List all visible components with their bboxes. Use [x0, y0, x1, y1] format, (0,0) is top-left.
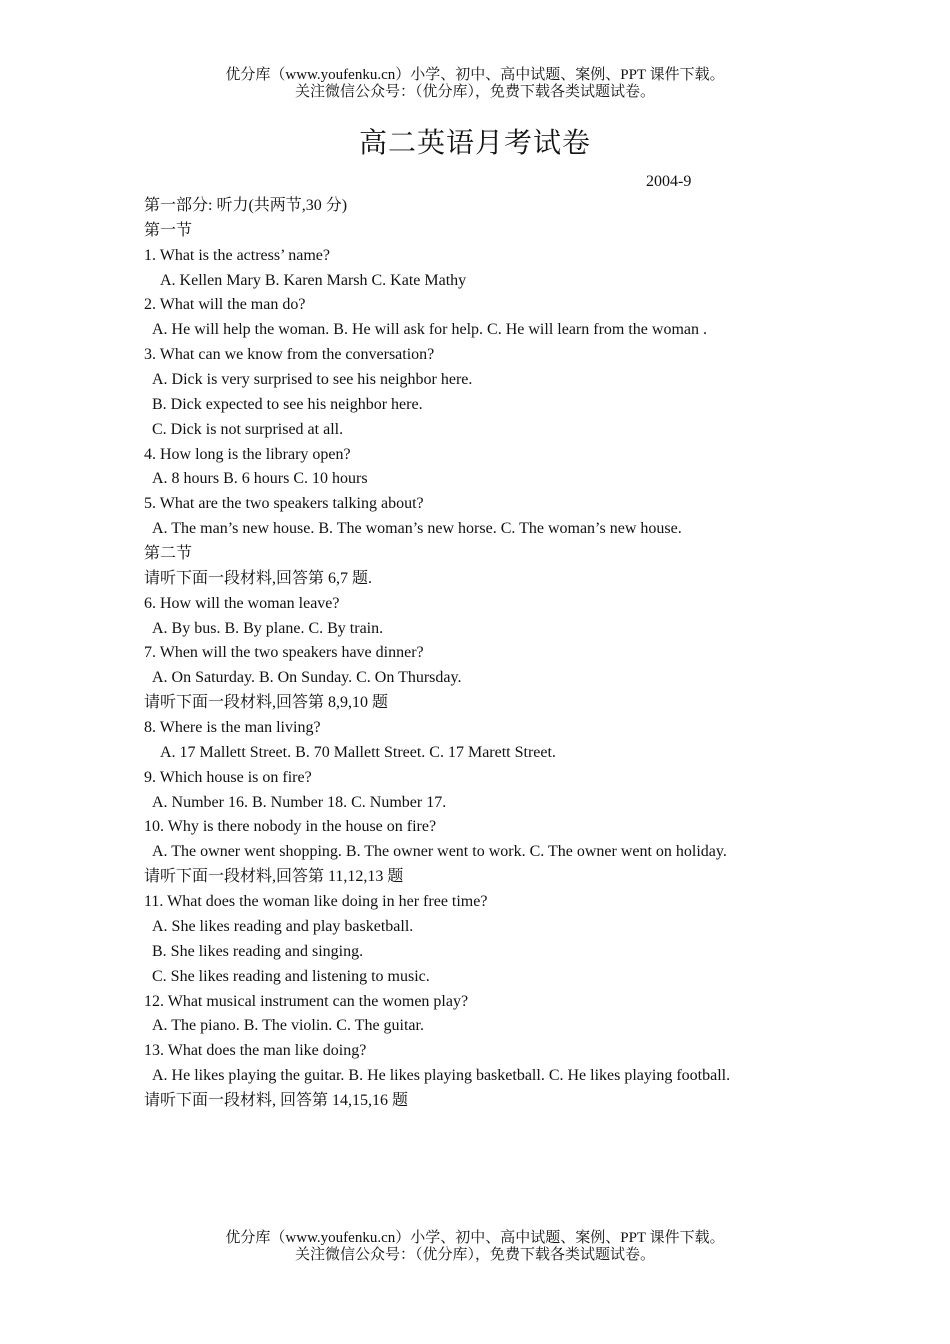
- answer-options: C. She likes reading and listening to music.: [152, 967, 430, 985]
- question-text: 3. What can we know from the conversation?: [144, 346, 435, 364]
- section-heading: 第二节: [144, 545, 193, 563]
- question-text: 8. Where is the man living?: [144, 719, 321, 737]
- answer-options: A. The man’s new house. B. The woman’s new horse. C. The woman’s new house.: [152, 520, 682, 538]
- exam-content: [144, 196, 844, 1116]
- question-text: 12. What musical instrument can the women play?: [144, 992, 469, 1010]
- question-text: 10. Why is there nobody in the house on fire?: [144, 818, 437, 836]
- answer-options: A. He likes playing the guitar. B. He likes playing basketball. C. He likes playing football.: [152, 1067, 731, 1085]
- section-heading: 请听下面一段材料, 回答第 14,15,16 题: [144, 1091, 409, 1109]
- answer-options: B. She likes reading and singing.: [152, 942, 364, 960]
- answer-options: A. The owner went shopping. B. The owner went to work. C. The owner went on holiday.: [152, 843, 727, 861]
- exam-date: 2004-9: [646, 173, 692, 190]
- footer-line-2: 关注微信公众号：（优分库），免费下载各类试题试卷。: [294, 1247, 655, 1263]
- section-heading: 请听下面一段材料,回答第 8,9,10 题: [144, 694, 389, 712]
- question-text: 5. What are the two speakers talking about?: [144, 495, 424, 513]
- header-line-2: 关注微信公众号：（优分库），免费下载各类试题试卷。: [294, 84, 655, 100]
- answer-options: A. By bus. B. By plane. C. By train.: [152, 619, 384, 637]
- answer-options: A. Kellen Mary B. Karen Marsh C. Kate Mathy: [160, 271, 467, 289]
- answer-options: A. He will help the woman. B. He will ask for help. C. He will learn from the woman .: [152, 321, 707, 339]
- answer-options: A. Number 16. B. Number 18. C. Number 17.: [152, 793, 447, 811]
- question-text: 7. When will the two speakers have dinner?: [144, 644, 424, 662]
- answer-options: A. 8 hours B. 6 hours C. 10 hours: [152, 470, 368, 488]
- answer-options: A. Dick is very surprised to see his neighbor here.: [152, 371, 473, 389]
- answer-options: C. Dick is not surprised at all.: [152, 420, 344, 438]
- page-header: [0, 67, 950, 101]
- header-line-1: 优分库（www.youfenku.cn）小学、初中、高中试题、案例、PPT 课件下载。: [225, 67, 725, 83]
- question-text: 13. What does the man like doing?: [144, 1042, 367, 1060]
- question-text: 4. How long is the library open?: [144, 445, 351, 463]
- question-text: 9. Which house is on fire?: [144, 768, 312, 786]
- section-heading: 请听下面一段材料,回答第 11,12,13 题: [144, 868, 404, 886]
- section-heading: 请听下面一段材料,回答第 6,7 题.: [144, 569, 373, 587]
- footer-line-1: 优分库（www.youfenku.cn）小学、初中、高中试题、案例、PPT 课件下载。: [225, 1230, 725, 1246]
- section-heading: 第一部分: 听力(共两节,30 分): [144, 197, 348, 214]
- answer-options: A. She likes reading and play basketball.: [152, 917, 414, 935]
- page-title: 高二英语月考试卷: [358, 128, 591, 159]
- question-text: 2. What will the man do?: [144, 296, 306, 314]
- answer-options: A. On Saturday. B. On Sunday. C. On Thursday.: [152, 669, 462, 687]
- question-text: 6. How will the woman leave?: [144, 594, 340, 612]
- question-text: 11. What does the woman like doing in her free time?: [144, 893, 488, 911]
- page-footer: [0, 1230, 950, 1264]
- answer-options: B. Dick expected to see his neighbor here.: [152, 395, 423, 413]
- section-heading: 第一节: [144, 221, 193, 239]
- answer-options: A. 17 Mallett Street. B. 70 Mallett Street. C. 17 Marett Street.: [160, 743, 556, 761]
- answer-options: A. The piano. B. The violin. C. The guitar.: [152, 1017, 424, 1035]
- question-text: 1. What is the actress’ name?: [144, 246, 330, 264]
